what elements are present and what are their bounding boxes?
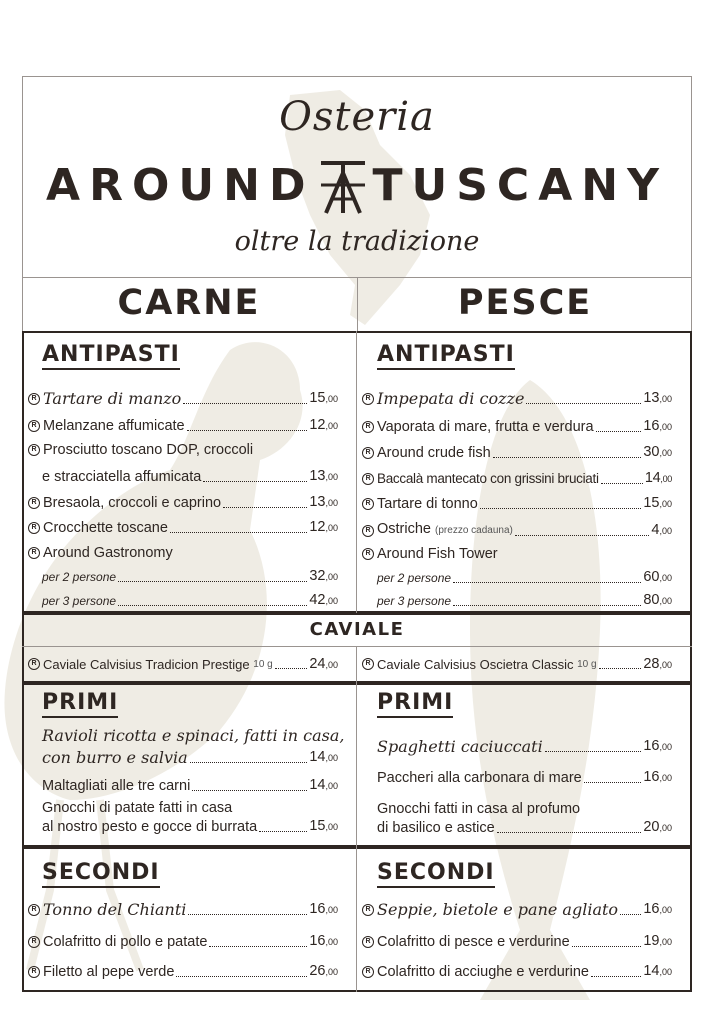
bullet-icon: R <box>362 525 374 537</box>
item-price: 12,00 <box>309 519 338 535</box>
item-price: 16,00 <box>643 738 672 754</box>
item-name: Tartare di manzo <box>43 389 182 408</box>
item-name: Impepata di cozze <box>377 389 525 408</box>
lower-divider <box>356 646 357 992</box>
item-price: 60,00 <box>643 569 672 585</box>
caviale-title: CAVIALE <box>309 619 405 640</box>
menu-item <box>377 737 672 756</box>
carne-primi-title: PRIMI <box>42 691 118 718</box>
bullet-icon: R <box>362 473 374 485</box>
item-name: Tonno del Chianti <box>43 900 187 919</box>
leader-dots <box>259 831 307 832</box>
antipasti-divider <box>356 331 357 613</box>
item-name: Caviale Calvisius Tradicion Prestige <box>43 657 250 672</box>
leader-dots <box>183 403 307 404</box>
item-price: 19,00 <box>643 933 672 949</box>
menu-item <box>377 800 672 818</box>
item-name: Melanzane affumicate <box>43 418 185 434</box>
leader-dots <box>572 946 642 947</box>
pesce-secondi-title: SECONDI <box>377 861 495 888</box>
leader-dots <box>118 605 307 606</box>
leader-dots <box>118 581 307 582</box>
menu-item <box>377 818 672 837</box>
leader-dots <box>599 668 642 669</box>
item-name: di basilico e astice <box>377 820 495 836</box>
monogram-logo-icon <box>318 155 368 215</box>
bullet-icon: R <box>362 421 374 433</box>
item-price: 13,00 <box>643 390 672 406</box>
item-name: Tartare di tonno <box>377 496 478 512</box>
bullet-icon: R <box>28 936 40 948</box>
leader-dots <box>209 946 307 947</box>
menu-item <box>28 518 338 537</box>
item-name: Seppie, bietole e pane agliato <box>377 900 619 919</box>
leader-dots <box>453 582 641 583</box>
item-price: 14,00 <box>309 777 338 793</box>
item-price: 32,00 <box>309 568 338 584</box>
item-name: per 2 persone <box>377 571 452 585</box>
item-price: 13,00 <box>309 494 338 510</box>
menu-header <box>22 76 692 278</box>
item-name: Gnocchi fatti in casa al profumo <box>377 801 581 817</box>
menu-item <box>362 389 672 408</box>
bullet-icon: R <box>362 936 374 948</box>
item-name: Gnocchi di patate fatti in casa <box>42 800 233 816</box>
menu-item <box>28 656 338 673</box>
bullet-icon: R <box>28 420 40 432</box>
brand-name <box>22 160 692 210</box>
leader-dots <box>188 914 307 915</box>
caviale-title-divider <box>22 646 692 647</box>
menu-item <box>362 932 672 951</box>
menu-item <box>377 568 672 587</box>
item-price: 16,00 <box>309 901 338 917</box>
leader-dots <box>192 790 307 791</box>
leader-dots <box>170 532 307 533</box>
item-name: per 3 persone <box>42 594 117 608</box>
bullet-icon: R <box>362 904 374 916</box>
menu-item <box>377 768 672 787</box>
item-name: e stracciatella affumicata <box>42 469 202 485</box>
menu-item <box>362 545 672 563</box>
bullet-icon: R <box>28 904 40 916</box>
menu-item <box>362 656 672 673</box>
leader-dots <box>493 457 642 458</box>
menu-item <box>42 726 345 745</box>
bullet-icon: R <box>362 548 374 560</box>
menu-item <box>28 389 338 408</box>
item-price: 4,00 <box>651 522 672 538</box>
item-name: per 3 persone <box>377 594 452 608</box>
menu-item <box>28 962 338 981</box>
leader-dots <box>497 832 642 833</box>
item-price: 14,00 <box>644 470 672 486</box>
menu-item <box>42 799 338 817</box>
bullet-icon: R <box>362 393 374 405</box>
brand-left: AROUND <box>46 159 315 211</box>
item-name: Around crude fish <box>377 445 491 461</box>
item-name: Baccalà mantecato con grissini bruciati <box>377 471 599 486</box>
menu-item <box>42 748 338 767</box>
menu-item <box>28 493 338 512</box>
menu-item <box>362 900 672 919</box>
menu-item <box>42 776 338 795</box>
item-price: 14,00 <box>643 963 672 979</box>
menu-item <box>362 417 672 436</box>
item-price: 16,00 <box>643 418 672 434</box>
leader-dots <box>223 507 307 508</box>
item-price: 26,00 <box>309 963 338 979</box>
bullet-icon: R <box>28 393 40 405</box>
leader-dots <box>453 605 641 606</box>
item-price: 14,00 <box>309 749 338 765</box>
menu-item <box>28 932 338 951</box>
item-price: 12,00 <box>309 417 338 433</box>
bullet-icon: R <box>362 498 374 510</box>
leader-dots <box>187 430 308 431</box>
menu-item <box>42 817 338 836</box>
pesce-antipasti-title: ANTIPASTI <box>377 343 515 370</box>
menu-item <box>362 520 672 540</box>
item-price: 16,00 <box>309 933 338 949</box>
menu-item <box>362 962 672 981</box>
item-price: 15,00 <box>309 390 338 406</box>
carne-secondi-title: SECONDI <box>42 861 160 888</box>
item-name: Crocchette toscane <box>43 520 168 536</box>
item-price: 16,00 <box>643 901 672 917</box>
menu-item <box>42 591 338 610</box>
leader-dots <box>584 782 642 783</box>
item-name: Spaghetti caciuccati <box>377 737 543 756</box>
item-name: al nostro pesto e gocce di burrata <box>42 819 258 835</box>
leader-dots <box>203 481 307 482</box>
item-price: 24,00 <box>309 656 338 672</box>
bullet-icon: R <box>28 497 40 509</box>
item-name: Ostriche (prezzo cadauna) <box>377 521 513 537</box>
bullet-icon: R <box>28 522 40 534</box>
menu-item <box>28 441 338 459</box>
item-name: Filetto al pepe verde <box>43 964 175 980</box>
leader-dots <box>275 668 308 669</box>
item-name: Around Fish Tower <box>377 546 498 562</box>
osteria-title: Osteria <box>279 94 435 140</box>
column-title-carne: CARNE <box>117 283 261 323</box>
leader-dots <box>601 483 643 484</box>
item-price: 20,00 <box>643 819 672 835</box>
menu-item <box>362 443 672 462</box>
bullet-icon: R <box>28 547 40 559</box>
item-price: 16,00 <box>643 769 672 785</box>
bullet-icon: R <box>28 444 40 456</box>
item-name: per 2 persone <box>42 570 117 584</box>
bullet-icon: R <box>362 658 374 670</box>
item-qty: 10 g <box>577 659 597 670</box>
leader-dots <box>480 508 642 509</box>
menu-item <box>362 494 672 513</box>
leader-dots <box>526 403 641 404</box>
leader-dots <box>591 976 641 977</box>
menu-item <box>362 469 672 488</box>
menu-item <box>42 467 338 486</box>
item-name: Colafritto di acciughe e verdurine <box>377 964 589 980</box>
menu-item <box>28 900 338 919</box>
menu-item <box>42 567 338 586</box>
item-name: Paccheri alla carbonara di mare <box>377 770 582 786</box>
item-name: Bresaola, croccoli e caprino <box>43 495 222 511</box>
leader-dots <box>545 751 642 752</box>
item-name: Vaporata di mare, frutta e verdura <box>377 419 594 435</box>
bullet-icon: R <box>28 966 40 978</box>
leader-dots <box>620 914 641 915</box>
item-name: Ravioli ricotta e spinaci, fatti in casa, <box>42 726 345 745</box>
item-price: 80,00 <box>643 592 672 608</box>
column-title-pesce: PESCE <box>457 283 593 323</box>
leader-dots <box>176 976 307 977</box>
item-name: Caviale Calvisius Oscietra Classic <box>377 657 574 672</box>
item-price: 42,00 <box>309 592 338 608</box>
item-name: Prosciutto toscano DOP, croccoli <box>43 442 254 458</box>
pesce-primi-title: PRIMI <box>377 691 453 718</box>
bullet-icon: R <box>28 658 40 670</box>
item-name: con burro e salvia <box>42 748 188 767</box>
menu-item <box>28 416 338 435</box>
item-price: 28,00 <box>643 656 672 672</box>
brand-right: TUSCANY <box>372 159 668 211</box>
item-name: Around Gastronomy <box>43 545 173 561</box>
item-price: 30,00 <box>643 444 672 460</box>
menu-item <box>377 591 672 610</box>
item-name: Colafritto di pollo e patate <box>43 934 208 950</box>
bullet-icon: R <box>362 447 374 459</box>
menu-item <box>28 544 338 562</box>
item-name: Colafritto di pesce e verdurine <box>377 934 570 950</box>
tagline: oltre la tradizione <box>234 226 480 257</box>
item-price: 15,00 <box>643 495 672 511</box>
leader-dots <box>190 762 308 763</box>
item-price: 15,00 <box>309 818 338 834</box>
leader-dots <box>515 535 650 536</box>
bullet-icon: R <box>362 966 374 978</box>
leader-dots <box>596 431 642 432</box>
item-qty: 10 g <box>253 659 273 670</box>
item-name: Maltagliati alle tre carni <box>42 778 191 794</box>
item-price: 13,00 <box>309 468 338 484</box>
carne-antipasti-title: ANTIPASTI <box>42 343 180 370</box>
